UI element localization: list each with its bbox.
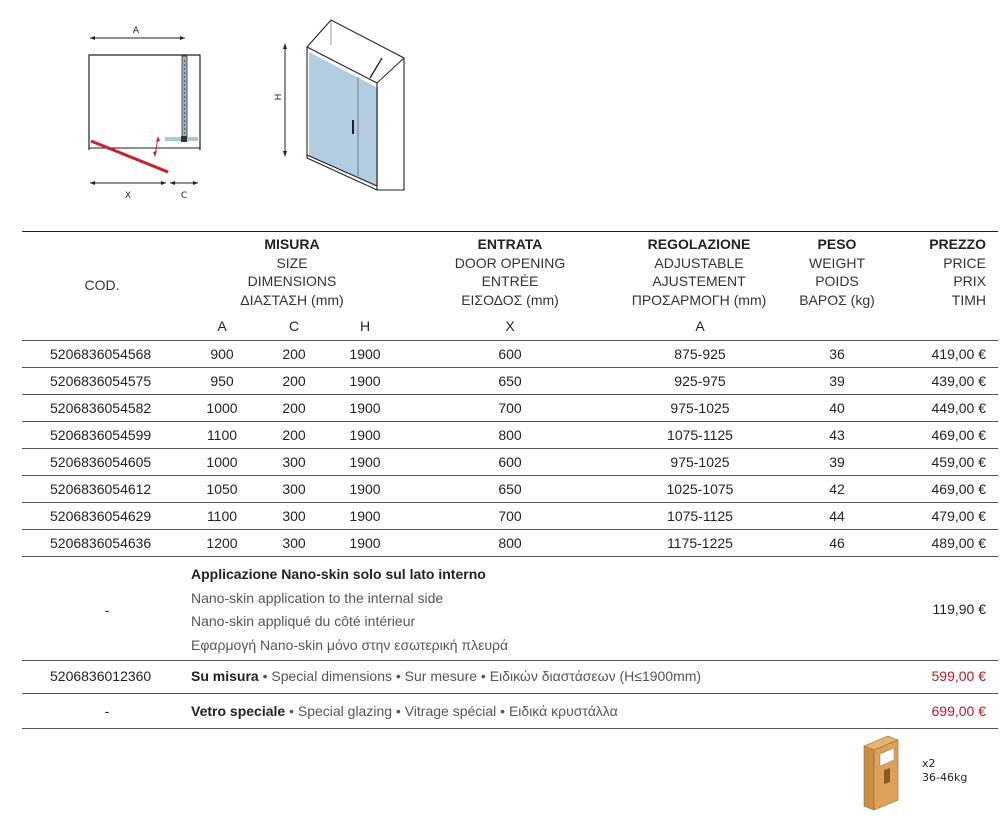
- cell-code: 5206836054568: [50, 346, 152, 362]
- cell-price: 479,00 €: [931, 508, 986, 524]
- cell-x: 600: [498, 454, 522, 470]
- package-weight: 36-46kg: [922, 771, 968, 784]
- cell-c: 200: [282, 373, 306, 389]
- cell-adjust: 975-1025: [670, 400, 730, 416]
- subheader-x: X: [505, 318, 515, 334]
- cell-x: 700: [498, 400, 522, 416]
- table-row: [22, 421, 998, 449]
- technical-diagrams: [0, 0, 1007, 225]
- custom-size-row: [22, 660, 998, 694]
- cell-x: 650: [498, 373, 522, 389]
- nano-price: 119,90 €: [932, 601, 986, 617]
- cell-adjust: 925-975: [674, 373, 726, 389]
- table-row: [22, 367, 998, 395]
- nano-gr: Εφαρμογή Nano-skin μόνο στην εσωτερική πλευρά: [191, 636, 509, 653]
- cell-code: 5206836054605: [50, 454, 152, 470]
- cell-price: 459,00 €: [931, 454, 986, 470]
- cell-x: 700: [498, 508, 522, 524]
- header-door-opening: ENTRATA DOOR OPENING ENTRÉE ΕΙΣΟΔΟΣ (mm): [454, 236, 566, 308]
- dim-c-label: C: [180, 191, 188, 201]
- cell-adjust: 975-1025: [670, 454, 730, 470]
- cell-weight: 46: [829, 535, 845, 551]
- cell-a: 1050: [206, 481, 238, 497]
- cell-adjust: 1025-1075: [666, 481, 734, 497]
- custom-price: 599,00 €: [931, 668, 986, 684]
- cell-price: 489,00 €: [931, 535, 986, 551]
- cell-x: 600: [498, 346, 522, 362]
- cell-c: 200: [282, 400, 306, 416]
- table-bottom-rule: [22, 728, 998, 729]
- cell-c: 200: [282, 346, 306, 362]
- subheader-a: A: [217, 318, 227, 334]
- dim-x-label: X: [124, 191, 132, 201]
- cell-adjust: 1075-1125: [667, 508, 733, 524]
- table-row: [22, 448, 998, 476]
- nano-description: [191, 563, 508, 657]
- cell-price: 439,00 €: [931, 373, 986, 389]
- table-row: [22, 394, 998, 422]
- cell-c: 300: [282, 508, 306, 524]
- cell-x: 800: [498, 427, 522, 443]
- header-size: MISURA SIZE DIMENSIONS ΔΙΑΣΤΑΣΗ (mm): [240, 236, 344, 308]
- table-row: [22, 340, 998, 368]
- table-row: [22, 502, 998, 530]
- nano-title: Applicazione Nano-skin solo sul lato interno: [191, 566, 486, 582]
- cell-weight: 36: [829, 346, 845, 362]
- cell-weight: 39: [829, 373, 845, 389]
- package-qty: x2: [922, 757, 936, 770]
- cell-a: 900: [210, 346, 234, 362]
- cell-weight: 43: [829, 427, 845, 443]
- cell-adjust: 875-925: [674, 346, 726, 362]
- plan-and-elevation-drawing: [0, 0, 1007, 225]
- cell-price: 469,00 €: [931, 427, 986, 443]
- plan-view: [89, 26, 200, 201]
- cell-weight: 42: [829, 481, 845, 497]
- cell-c: 300: [282, 535, 306, 551]
- package-box-icon: [850, 730, 920, 815]
- cell-code: 5206836054575: [50, 373, 152, 389]
- cell-a: 950: [210, 373, 234, 389]
- cell-h: 1900: [349, 346, 381, 362]
- cell-a: 1100: [206, 427, 238, 443]
- cell-code: 5206836054582: [50, 400, 152, 416]
- cell-price: 419,00 €: [931, 346, 986, 362]
- nano-en: Nano-skin application to the internal side: [191, 589, 444, 606]
- cell-price: 449,00 €: [931, 400, 986, 416]
- custom-code: 5206836012360: [50, 668, 152, 684]
- cell-weight: 44: [829, 508, 845, 524]
- special-glass-row: [22, 693, 998, 729]
- cell-h: 1900: [349, 373, 381, 389]
- cell-code: 5206836054636: [50, 535, 152, 551]
- cell-code: 5206836054612: [50, 481, 152, 497]
- cell-weight: 40: [829, 400, 845, 416]
- cell-a: 1200: [206, 535, 238, 551]
- package-text: [922, 757, 967, 785]
- glass-code: -: [104, 703, 110, 719]
- cell-adjust: 1175-1225: [667, 535, 733, 551]
- cell-adjust: 1075-1125: [667, 427, 733, 443]
- header-adjustable: REGOLAZIONE ADJUSTABLE AJUSTEMENT ΠΡΟΣΑΡΜΟΓΗ (mm): [631, 236, 767, 308]
- elevation-view: [274, 20, 404, 190]
- nano-fr: Nano-skin appliqué du côté intérieur: [191, 613, 416, 629]
- cell-x: 650: [498, 481, 522, 497]
- custom-description: Su misura • Special dimensions • Sur mesure • Ειδικών διαστάσεων (H≤1900mm): [191, 668, 702, 684]
- cell-c: 200: [282, 427, 306, 443]
- header-code: COD.: [84, 277, 120, 293]
- cell-a: 1100: [206, 508, 238, 524]
- nano-code: -: [104, 602, 110, 618]
- subheader-c: C: [288, 318, 300, 334]
- cell-h: 1900: [349, 481, 381, 497]
- cell-h: 1900: [349, 400, 381, 416]
- glass-description: Vetro speciale • Special glazing • Vitrage spécial • Ειδικά κρυστάλλα: [191, 703, 618, 719]
- subheader-h: H: [359, 318, 371, 334]
- glass-price: 699,00 €: [931, 703, 986, 719]
- cell-h: 1900: [349, 427, 381, 443]
- cell-c: 300: [282, 481, 306, 497]
- cell-h: 1900: [349, 454, 381, 470]
- dim-h-label: H: [274, 93, 284, 101]
- cell-x: 800: [498, 535, 522, 551]
- cell-code: 5206836054629: [50, 508, 152, 524]
- cell-a: 1000: [206, 454, 238, 470]
- cell-h: 1900: [349, 535, 381, 551]
- table-row: [22, 475, 998, 503]
- header-weight: PESO WEIGHT POIDS ΒΑΡΟΣ (kg): [799, 236, 875, 308]
- cell-code: 5206836054599: [50, 427, 152, 443]
- dim-a-label: A: [132, 26, 140, 36]
- header-price: PREZZO PRICE PRIX ΤΙΜΗ: [929, 236, 986, 308]
- cell-h: 1900: [349, 508, 381, 524]
- cell-weight: 39: [829, 454, 845, 470]
- cell-c: 300: [282, 454, 306, 470]
- table-row: [22, 529, 998, 557]
- subheader-adjust-a: A: [695, 318, 705, 334]
- cell-price: 469,00 €: [931, 481, 986, 497]
- nano-skin-option-row: [22, 556, 998, 661]
- table-top-rule: [22, 231, 998, 232]
- cell-a: 1000: [206, 400, 238, 416]
